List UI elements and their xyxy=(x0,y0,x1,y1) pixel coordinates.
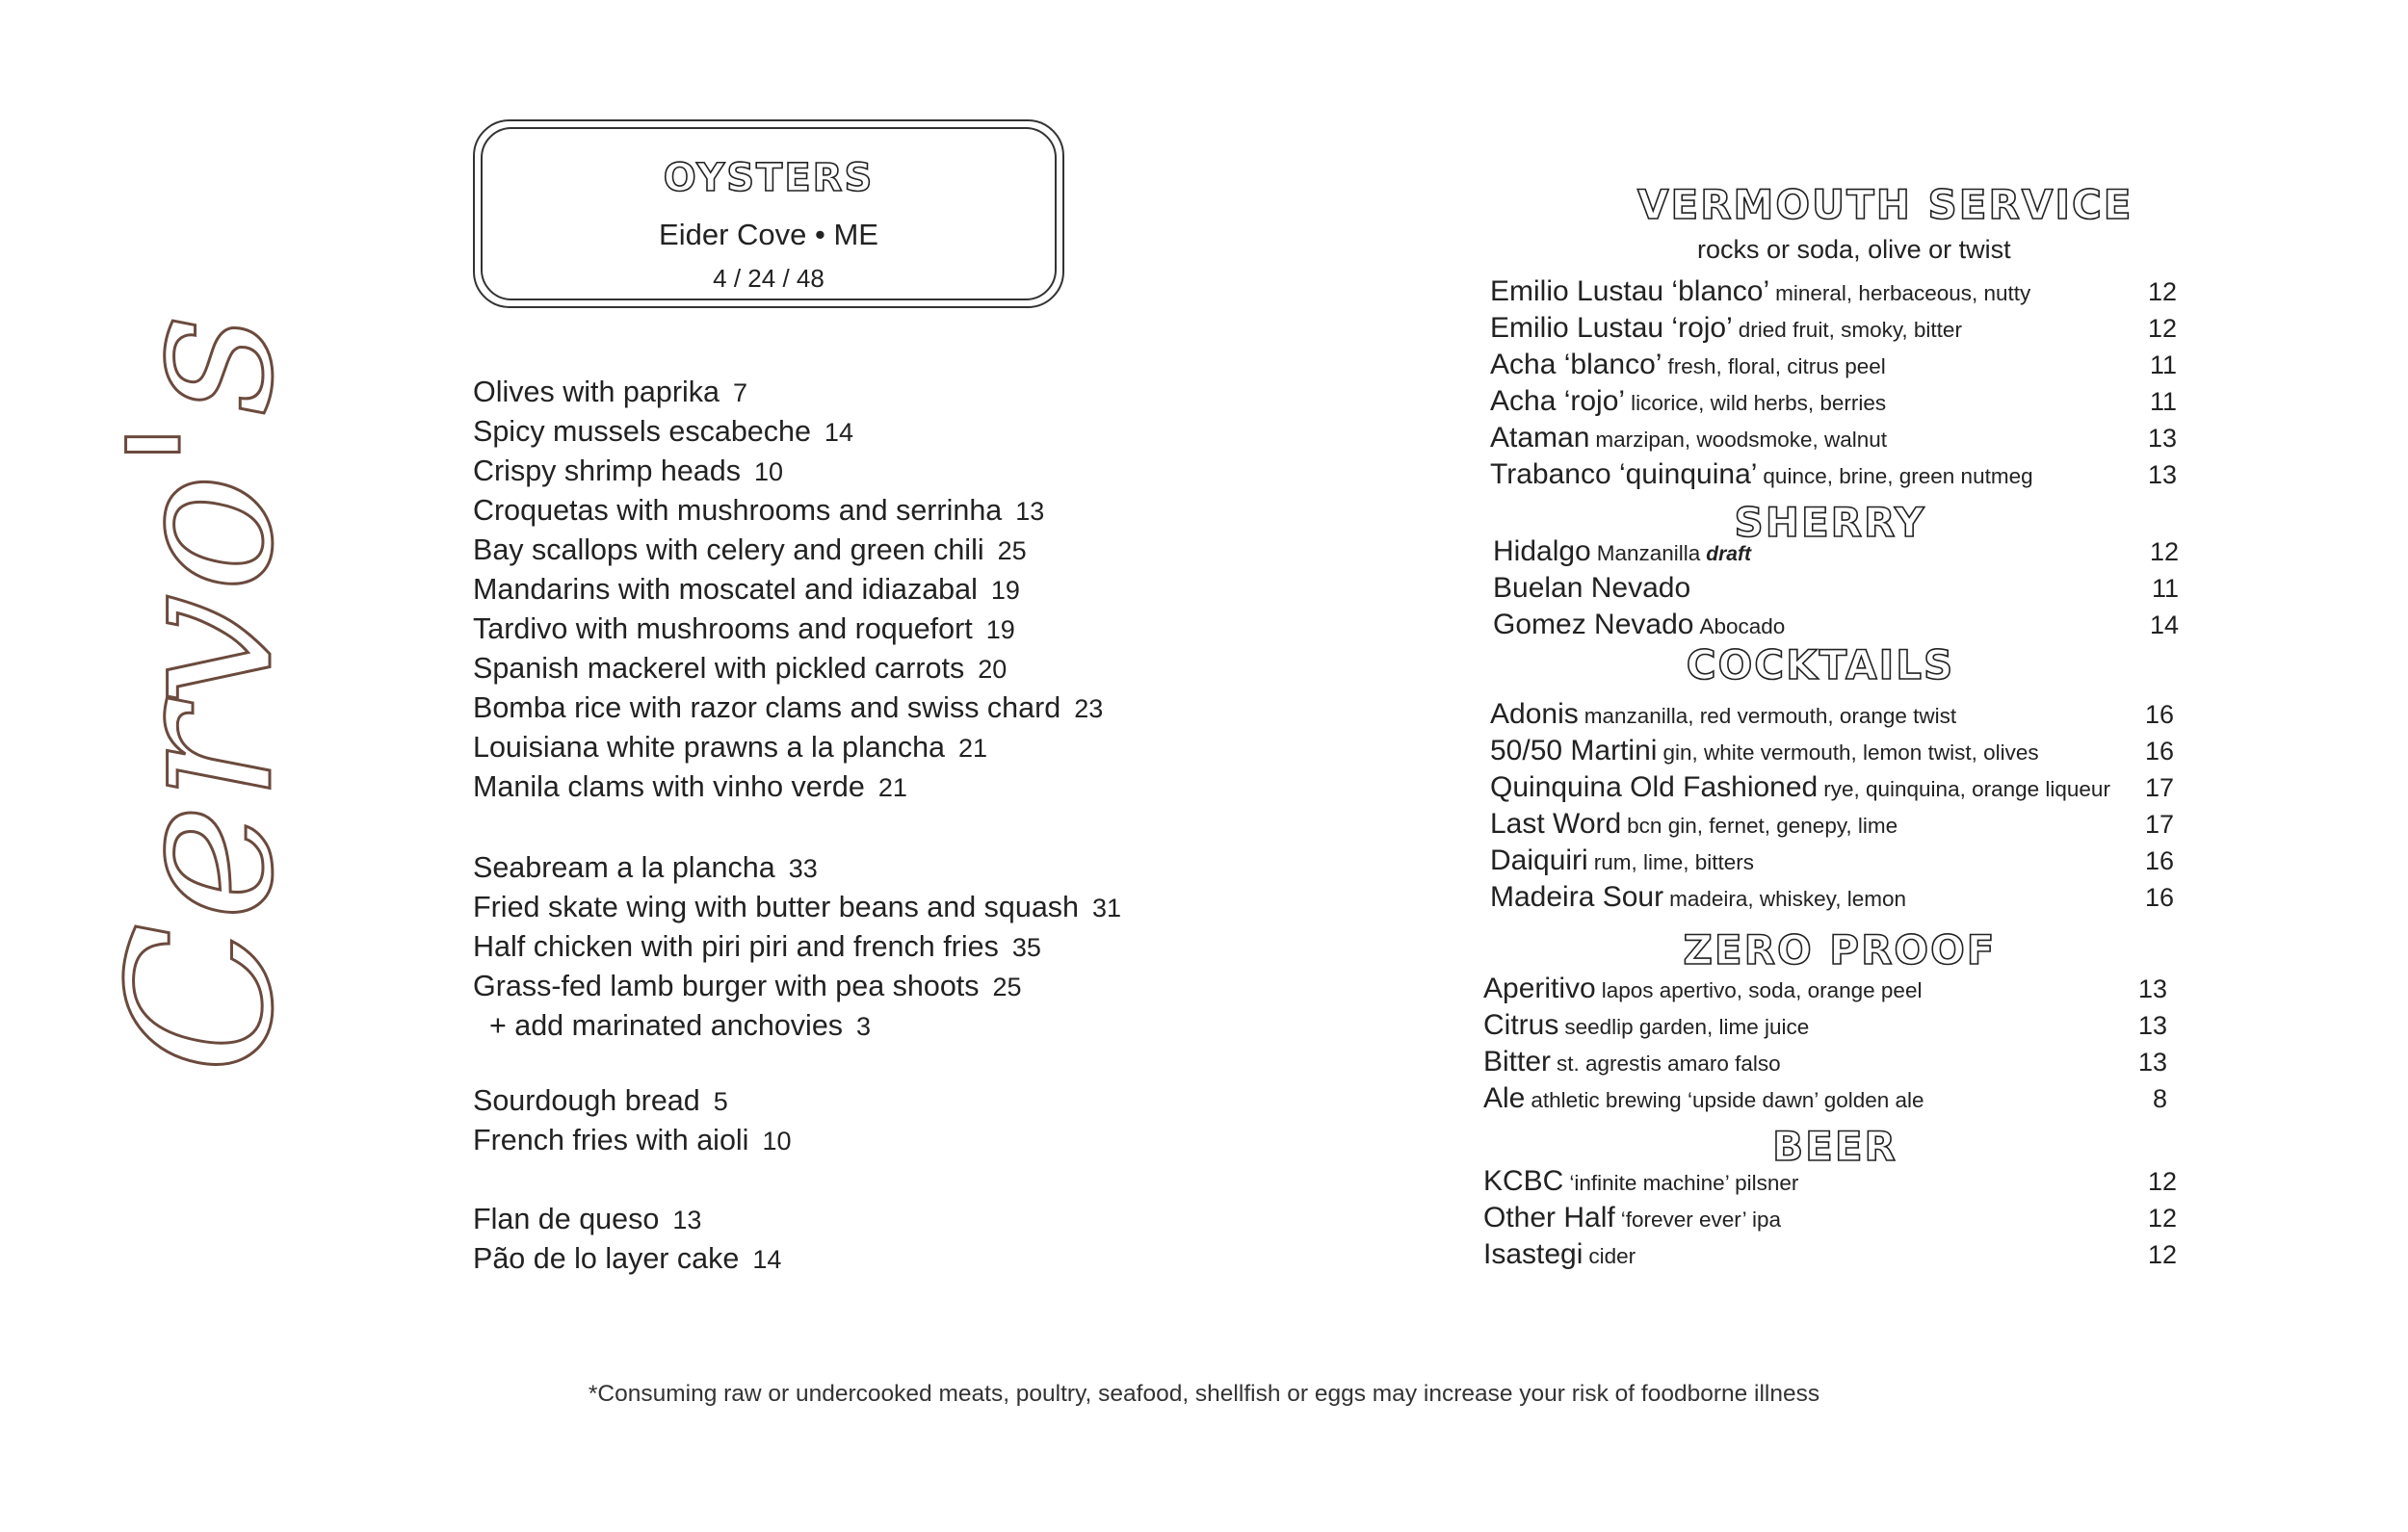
menu-item: Fried skate wing with butter beans and squash 31 xyxy=(473,891,1122,923)
zero-proof-title: ZERO PROOF xyxy=(1683,926,1997,974)
drink-price: 12 xyxy=(2149,537,2179,566)
drink-item: Ale athletic brewing ‘upside dawn’ golden ale xyxy=(1483,1082,1924,1114)
menu-item: Flan de queso 13 xyxy=(473,1203,702,1235)
drink-item: Acha ‘blanco’ fresh, floral, citrus peel xyxy=(1490,349,1886,380)
drink-item: Buelan Nevado xyxy=(1493,572,1691,604)
beer-title: BEER xyxy=(1772,1123,1898,1170)
drink-price: 8 xyxy=(2152,1084,2167,1113)
food-section-sides xyxy=(473,1081,792,1160)
drink-item: Daiquiri rum, lime, bitters xyxy=(1490,844,1754,876)
drink-price: 11 xyxy=(2149,351,2177,379)
menu-item: + add marinated anchovies 3 xyxy=(473,1009,872,1042)
drink-item: Emilio Lustau ‘rojo’ dried fruit, smoky, bitter xyxy=(1490,312,1962,344)
drink-item: Citrus seedlip garden, lime juice xyxy=(1483,1009,1810,1041)
drink-item: Emilio Lustau ‘blanco’ mineral, herbaceous, nutty xyxy=(1490,275,2031,307)
drink-item: Bitter st. agrestis amaro falso xyxy=(1483,1046,1781,1078)
menu-item: Bomba rice with razor clams and swiss chard 23 xyxy=(473,691,1104,724)
menu-item: Spanish mackerel with pickled carrots 20 xyxy=(473,652,1008,685)
drink-price: 14 xyxy=(2149,610,2179,639)
cocktails-title: COCKTAILS xyxy=(1686,641,1955,688)
drink-price: 13 xyxy=(2147,460,2177,489)
drink-item: Adonis manzanilla, red vermouth, orange twist xyxy=(1490,698,1957,730)
vermouth-title: VERMOUTH SERVICE xyxy=(1637,181,2133,228)
drink-price: 13 xyxy=(2137,1011,2167,1040)
drink-price: 13 xyxy=(2147,424,2177,453)
drink-item: Other Half ‘forever ever’ ipa xyxy=(1483,1202,1782,1233)
drink-price: 13 xyxy=(2137,974,2167,1003)
menu-item: Bay scallops with celery and green chili 25 xyxy=(473,533,1027,566)
oysters-origin: Eider Cove • ME xyxy=(659,218,878,251)
drink-price: 12 xyxy=(2147,1204,2177,1233)
drink-item: Ataman marzipan, woodsmoke, walnut xyxy=(1490,422,1888,454)
drink-item: Trabanco ‘quinquina’ quince, brine, green nutmeg xyxy=(1490,458,2033,490)
menu-item: Half chicken with piri piri and french fries 35 xyxy=(473,930,1041,963)
drink-price: 12 xyxy=(2147,314,2177,343)
sherry-title: SHERRY xyxy=(1734,499,1926,546)
oysters-title: OYSTERS xyxy=(663,156,875,200)
drink-price: 13 xyxy=(2137,1048,2167,1077)
menu-item: Louisiana white prawns a la plancha 21 xyxy=(473,731,988,764)
menu-item: Pão de lo layer cake 14 xyxy=(473,1242,782,1275)
menu-item: Olives with paprika 7 xyxy=(473,376,747,408)
drink-item: Quinquina Old Fashioned rye, quinquina, orange liqueur xyxy=(1490,771,2110,803)
drink-item: Hidalgo Manzanilla draft xyxy=(1493,535,1751,567)
drink-price: 12 xyxy=(2147,277,2177,306)
oysters-price: 4 / 24 / 48 xyxy=(713,264,824,293)
drink-price: 16 xyxy=(2144,883,2174,912)
health-disclaimer: *Consuming raw or undercooked meats, poultry, seafood, shellfish or eggs may increase your risk of foodborne illness xyxy=(588,1381,1820,1407)
drink-item: Gomez Nevado Abocado xyxy=(1493,609,1786,640)
drink-price: 11 xyxy=(2151,574,2179,603)
drink-item: Acha ‘rojo’ licorice, wild herbs, berries xyxy=(1490,385,1887,417)
menu-item: French fries with aioli 10 xyxy=(473,1124,792,1156)
drink-price: 12 xyxy=(2147,1240,2177,1269)
drink-price: 16 xyxy=(2144,737,2174,766)
menu-item: Seabream a la plancha 33 xyxy=(473,851,818,884)
menu-item: Spicy mussels escabeche 14 xyxy=(473,415,853,448)
drink-price: 17 xyxy=(2144,773,2174,802)
drink-item: Aperitivo lapos apertivo, soda, orange peel xyxy=(1483,973,1923,1004)
drink-price: 17 xyxy=(2144,810,2174,839)
menu-item: Manila clams with vinho verde 21 xyxy=(473,770,907,803)
drink-price: 11 xyxy=(2149,387,2177,416)
drink-item: KCBC ‘infinite machine’ pilsner xyxy=(1483,1165,1799,1197)
vermouth-subtitle: rocks or soda, olive or twist xyxy=(1697,235,2011,264)
menu-item: Grass-fed lamb burger with pea shoots 25 xyxy=(473,970,1022,1002)
food-section-small-plates xyxy=(473,373,1103,807)
menu-item: Mandarins with moscatel and idiazabal 19 xyxy=(473,573,1020,606)
oysters-box xyxy=(473,119,1064,308)
drink-item: Last Word bcn gin, fernet, genepy, lime xyxy=(1490,808,1898,840)
menu-item: Crispy shrimp heads 10 xyxy=(473,454,784,487)
drink-item: Isastegi cider xyxy=(1483,1238,1636,1270)
menu-item: Croquetas with mushrooms and serrinha 13 xyxy=(473,494,1045,527)
logo-text: Cervo's xyxy=(88,312,317,1074)
drink-item: Madeira Sour madeira, whiskey, lemon xyxy=(1490,881,1907,913)
drink-price: 16 xyxy=(2144,700,2174,729)
menu-item: Sourdough bread 5 xyxy=(473,1084,728,1117)
food-section-desserts xyxy=(473,1200,781,1279)
drink-price: 16 xyxy=(2144,846,2174,875)
menu-item: Tardivo with mushrooms and roquefort 19 xyxy=(473,612,1015,645)
cervos-logo xyxy=(88,312,327,1088)
drink-price: 12 xyxy=(2147,1167,2177,1196)
food-section-mains xyxy=(473,848,1121,1046)
drink-item: 50/50 Martini gin, white vermouth, lemon twist, olives xyxy=(1490,735,2039,766)
